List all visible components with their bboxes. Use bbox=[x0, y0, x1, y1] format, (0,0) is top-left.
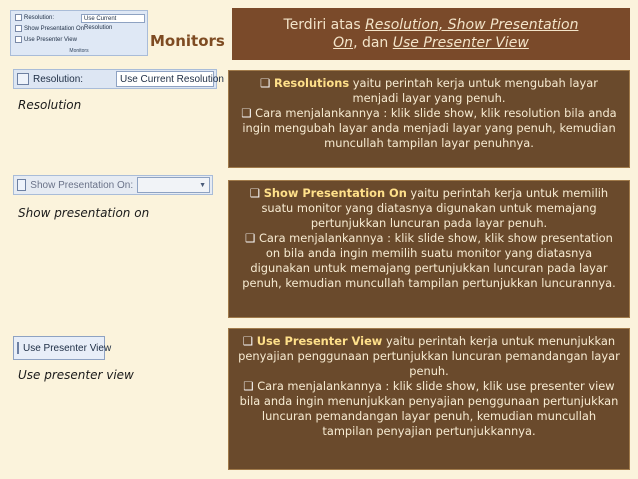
show-on-select[interactable] bbox=[137, 177, 210, 193]
show-on-caption: Show presentation on bbox=[18, 206, 150, 220]
checkbox-bullet-icon: ❑ bbox=[243, 379, 254, 393]
presenter-control-label: Use Presenter View bbox=[23, 342, 112, 354]
title-item-1b: On bbox=[333, 35, 354, 51]
thumb-resolution-row bbox=[15, 14, 54, 21]
thumb-show-on-label: Show Presentation On: bbox=[24, 25, 86, 32]
presenter-panel bbox=[228, 328, 630, 470]
resolution-panel bbox=[228, 70, 630, 168]
resolution-heading: Resolutions bbox=[273, 76, 350, 90]
show-on-heading: Show Presentation On bbox=[263, 186, 407, 200]
title-separator: , dan bbox=[353, 35, 393, 51]
title-item-3: Use Presenter View bbox=[392, 35, 529, 51]
chevron-down-icon: ▼ bbox=[199, 181, 206, 189]
title-prefix: Terdiri atas bbox=[283, 17, 366, 33]
show-on-panel bbox=[228, 180, 630, 318]
resolution-control-label: Resolution: bbox=[33, 73, 84, 85]
checkbox-bullet-icon: ❑ bbox=[245, 231, 256, 245]
resolution-line-2: Cara menjalankannya : klik slide show, klik resolution bila anda ingin mengubah layar anda menjadi layar yang penuh, kemudian muncullah tampilan layar penuhnya. bbox=[242, 106, 617, 150]
thumb-presenter-label: Use Presenter View bbox=[24, 36, 77, 43]
checkbox-bullet-icon: ❑ bbox=[260, 76, 271, 90]
title-item-1: Resolution, Show Presentation bbox=[365, 17, 579, 33]
show-presentation-on-control[interactable] bbox=[13, 175, 213, 195]
resolution-select-value: Use Current Resolution bbox=[120, 73, 224, 85]
presenter-caption: Use presenter view bbox=[18, 368, 134, 382]
checkbox-bullet-icon: ❑ bbox=[242, 334, 254, 348]
presenter-line-2: Cara menjalankannya : klik slide show, klik use presenter view bila anda ingin menunjukkan penyajian penggunaan pertunjukkan luncuran pemandangan layar penuh, kemudian muncullah tampilan penyajian pertunjukkannya. bbox=[239, 379, 619, 438]
ribbon-thumbnail bbox=[10, 10, 148, 56]
presenter-heading: Use Presenter View bbox=[256, 334, 383, 348]
thumb-group-label: Monitors bbox=[69, 48, 89, 54]
show-on-control-label: Show Presentation On: bbox=[30, 179, 134, 191]
show-on-line-1: yaitu perintah kerja untuk memilih suatu monitor yang diatasnya digunakan untuk memajang pertunjukkan luncuran pada layar penuh. bbox=[261, 186, 609, 230]
resolution-line-1: yaitu perintah kerja untuk mengubah layar menjadi layar yang penuh. bbox=[349, 76, 598, 105]
thumb-checkbox-icon bbox=[15, 36, 22, 43]
show-on-line-2: Cara menjalankannya : klik slide show, klik show presentation on bila anda ingin memilih suatu monitor yang diatasnya digunakan untuk memajang pertunjukkan luncuran pada layar penuh, kemudian muncullah tampilan pertunjukkan luncurannya. bbox=[242, 231, 616, 290]
monitor-icon bbox=[17, 73, 29, 85]
checkbox-bullet-icon: ❑ bbox=[241, 106, 252, 120]
use-presenter-view-control[interactable] bbox=[13, 336, 112, 360]
thumb-show-on-row bbox=[15, 25, 86, 32]
monitors-heading: Monitors bbox=[150, 32, 225, 50]
thumb-resolution-select: Use Current Resolution bbox=[81, 14, 145, 23]
slide-title bbox=[232, 8, 630, 60]
resolution-select[interactable] bbox=[116, 71, 224, 87]
thumb-show-on-icon bbox=[15, 25, 22, 32]
resolution-control[interactable] bbox=[13, 69, 224, 89]
thumb-resolution-label: Resolution: bbox=[24, 14, 55, 21]
monitor-icon bbox=[17, 179, 26, 191]
resolution-caption: Resolution bbox=[18, 98, 82, 112]
checkbox-icon bbox=[17, 342, 19, 354]
thumb-resolution-icon bbox=[15, 14, 22, 21]
presenter-line-1: yaitu perintah kerja untuk menunjukkan penyajian penggunaan pertunjukkan luncuran pemandangan layar penuh. bbox=[238, 334, 620, 378]
thumb-presenter-row bbox=[15, 36, 77, 43]
checkbox-bullet-icon: ❑ bbox=[249, 186, 261, 200]
